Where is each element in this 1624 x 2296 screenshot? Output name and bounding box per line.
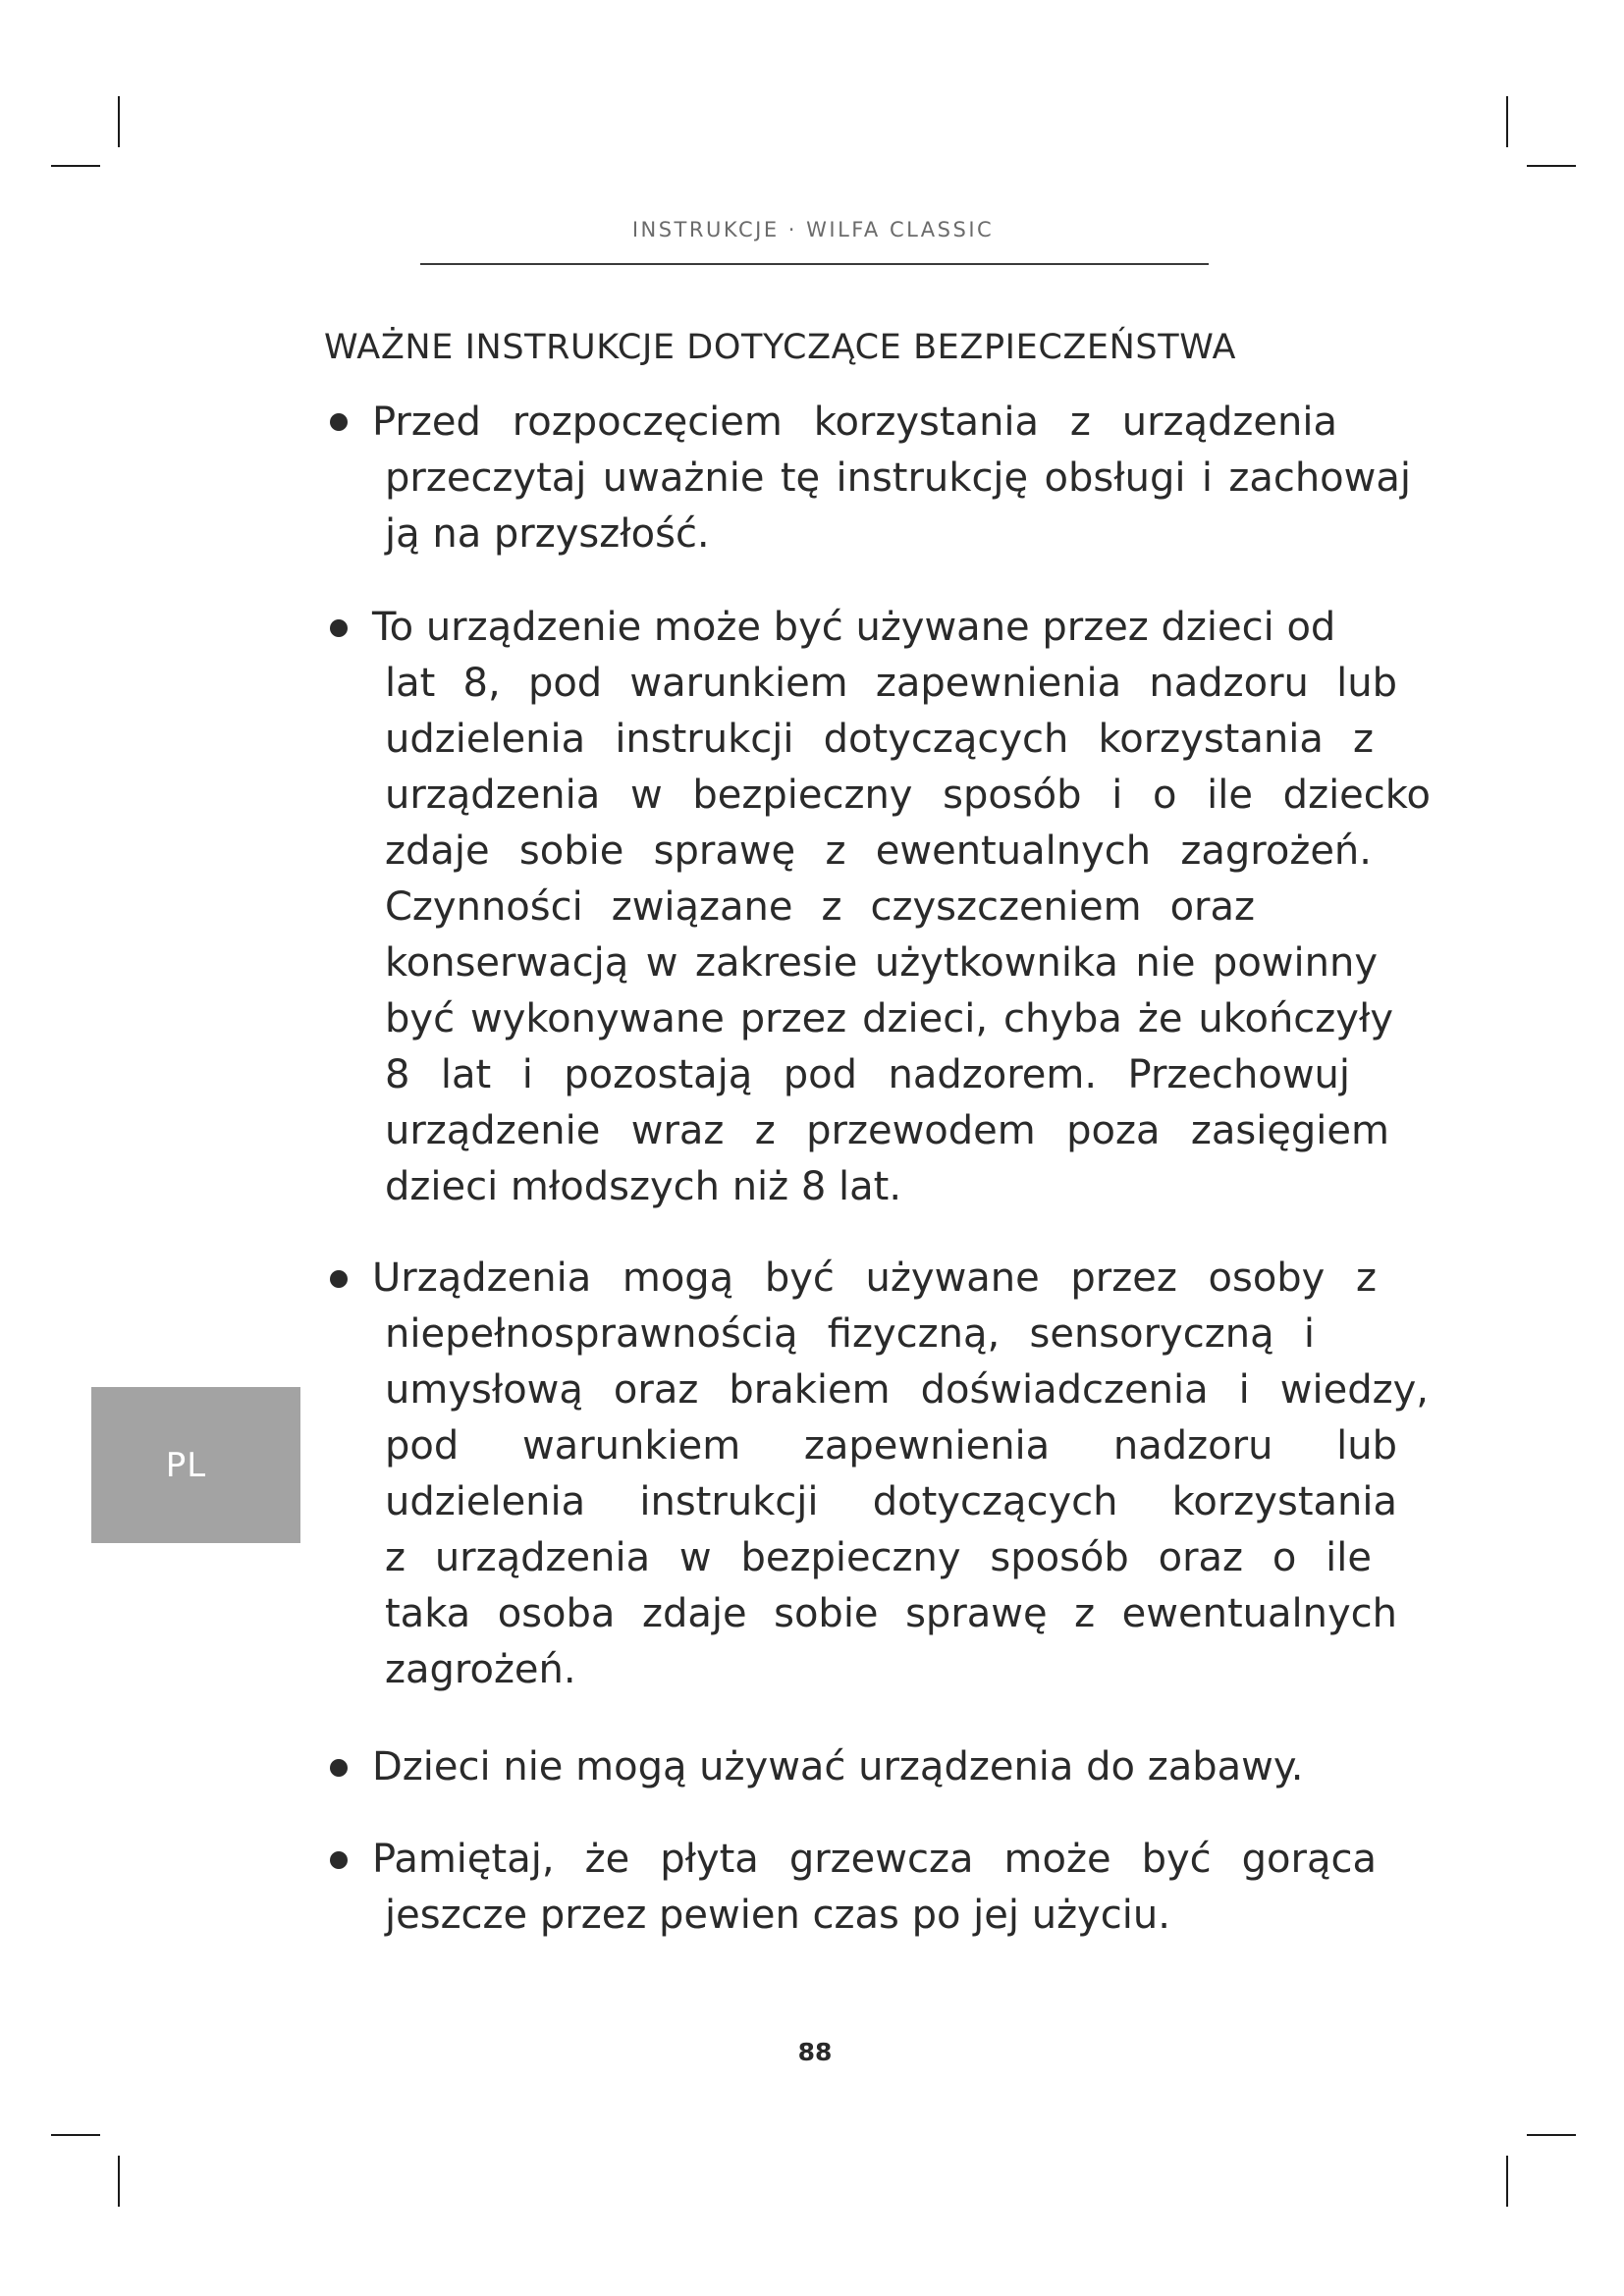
text-line: taka osoba zdaje sobie sprawę z ewentualnych: [385, 1591, 1397, 1636]
text-line: urządzenia w bezpieczny sposób i o ile dziecko: [385, 773, 1431, 818]
text-line: 8 lat i pozostają pod nadzorem. Przechowuj: [385, 1052, 1350, 1097]
text-line: Dzieci nie mogą używać urządzenia do zabawy.: [372, 1744, 1304, 1789]
crop-mark-top-right-horizontal: [1527, 165, 1576, 167]
crop-mark-top-left-horizontal: [51, 165, 100, 167]
crop-mark-bottom-left-vertical: [118, 2156, 120, 2207]
text-line: Pamiętaj, że płyta grzewcza może być gorąca: [372, 1837, 1377, 1882]
crop-mark-bottom-left-horizontal: [51, 2134, 100, 2136]
text-line: konserwacją w zakresie użytkownika nie powinny: [385, 940, 1378, 986]
crop-mark-bottom-right-horizontal: [1527, 2134, 1576, 2136]
bullet-item-5: [372, 1832, 1406, 1944]
crop-mark-top-right-vertical: [1506, 96, 1508, 147]
bullet-dot: [330, 619, 348, 637]
bullet-item-4: [372, 1739, 1367, 1795]
bullet-item-1: [372, 395, 1411, 562]
text-line: Urządzenia mogą być używane przez osoby z: [372, 1255, 1377, 1301]
text-line: Przed rozpoczęciem korzystania z urządzenia: [372, 400, 1337, 445]
text-line: udzielenia instrukcji dotyczących korzystania: [385, 1479, 1397, 1524]
text-line: zdaje sobie sprawę z ewentualnych zagrożeń.: [385, 828, 1372, 874]
text-line: zagrożeń.: [385, 1647, 576, 1692]
bullet-item-2: [372, 600, 1431, 1215]
text-line: lat 8, pod warunkiem zapewnienia nadzoru lub: [385, 661, 1397, 706]
text-line: pod warunkiem zapewnienia nadzoru lub: [385, 1423, 1397, 1468]
bullet-dot: [330, 1851, 348, 1869]
bullet-dot: [330, 413, 348, 431]
text-line: udzielenia instrukcji dotyczących korzystania z: [385, 717, 1374, 762]
text-line: jeszcze przez pewien czas po jej użyciu.: [385, 1893, 1170, 1938]
text-line: To urządzenie może być używane przez dzieci od: [372, 605, 1336, 650]
section-title: WAŻNE INSTRUKCJE DOTYCZĄCE BEZPIECZEŃSTWA: [324, 328, 1237, 367]
bullet-dot: [330, 1270, 348, 1288]
text-line: z urządzenia w bezpieczny sposób oraz o ile: [385, 1535, 1372, 1580]
text-line: ją na przyszłość.: [385, 511, 710, 557]
text-line: dzieci młodszych niż 8 lat.: [385, 1164, 902, 1209]
language-tab-label: PL: [165, 1445, 207, 1485]
running-header: INSTRUKCJE · WILFA CLASSIC: [631, 218, 995, 241]
header-divider: [420, 263, 1209, 265]
page-number: 88: [797, 2038, 833, 2066]
crop-mark-top-left-vertical: [118, 96, 120, 147]
text-line: urządzenie wraz z przewodem poza zasięgiem: [385, 1108, 1389, 1153]
bullet-dot: [330, 1759, 348, 1777]
crop-mark-bottom-right-vertical: [1506, 2156, 1508, 2207]
text-line: Czynności związane z czyszczeniem oraz: [385, 884, 1255, 930]
text-line: być wykonywane przez dzieci, chyba że ukończyły: [385, 996, 1393, 1041]
bullet-item-3: [372, 1251, 1431, 1698]
text-line: niepełnosprawnością fizyczną, sensoryczną i: [385, 1311, 1315, 1357]
text-line: umysłową oraz brakiem doświadczenia i wiedzy,: [385, 1367, 1429, 1413]
language-tab: [91, 1387, 300, 1543]
text-line: przeczytaj uważnie tę instrukcję obsługi i zachowaj: [385, 455, 1411, 501]
